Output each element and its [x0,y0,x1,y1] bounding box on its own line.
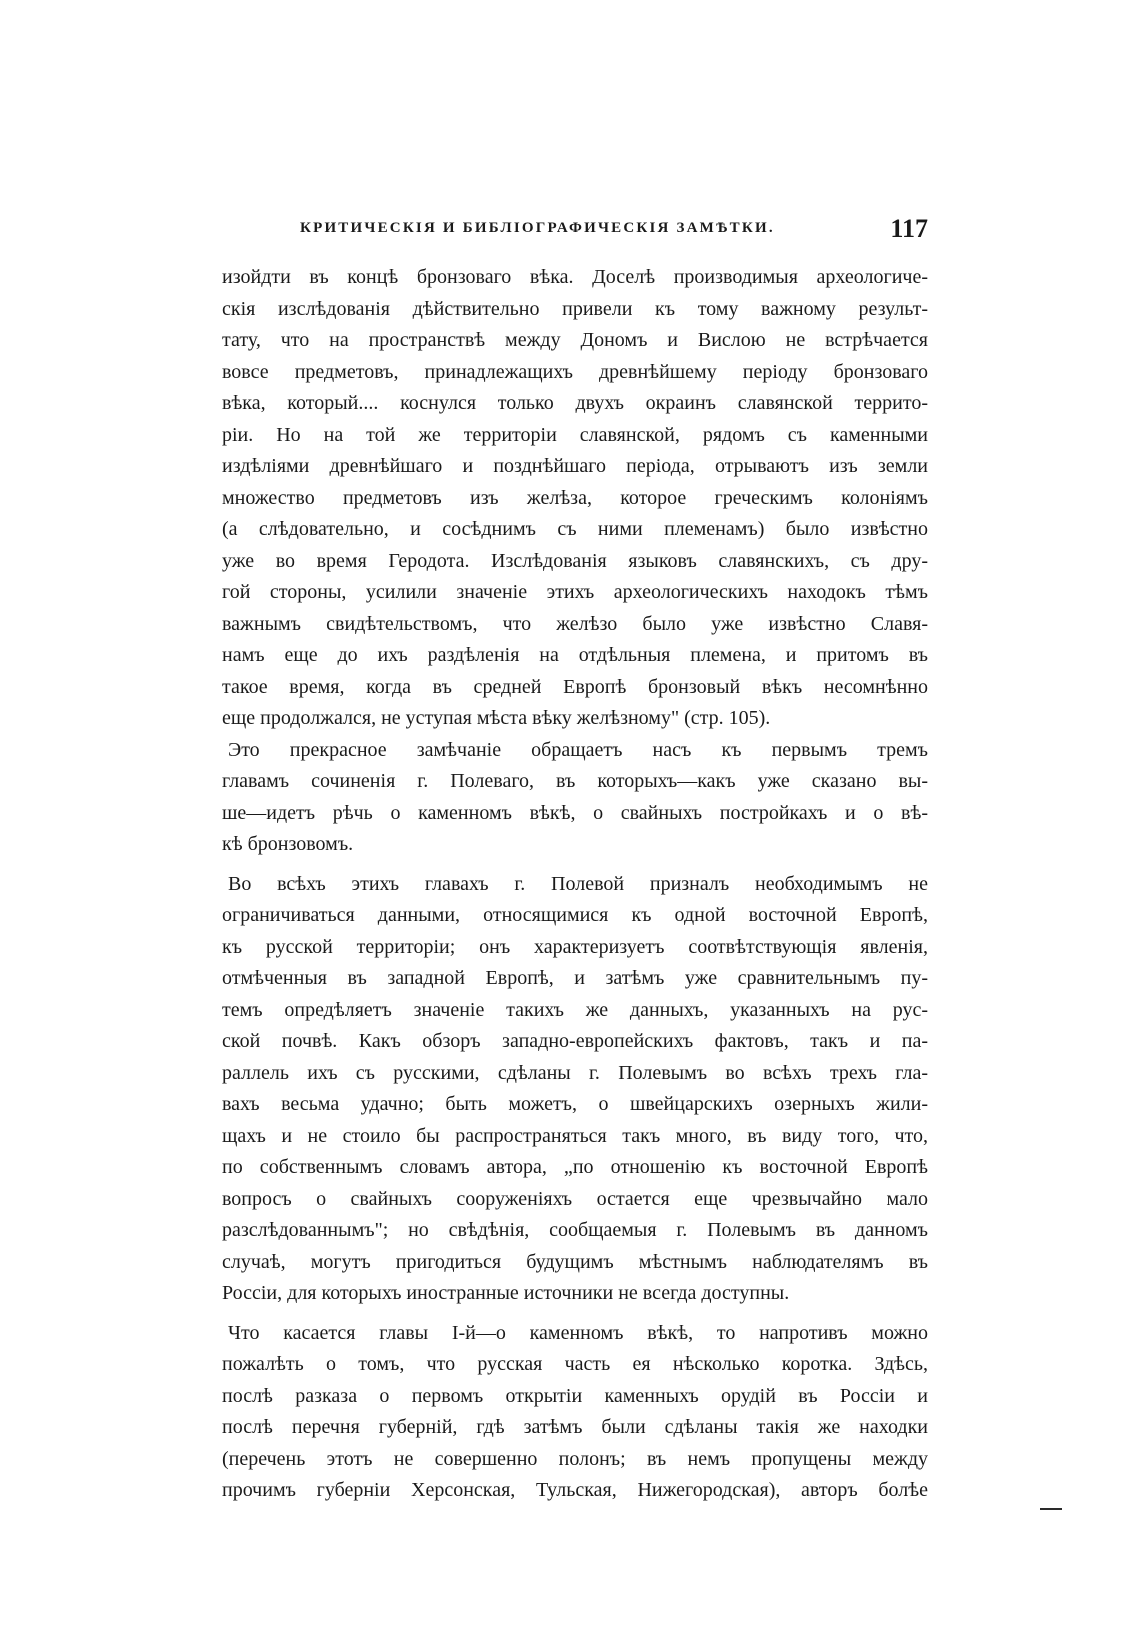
running-title: КРИТИЧЕСКІЯ И БИБЛІОГРАФИЧЕСКІЯ ЗАМѢТКИ. [300,220,775,236]
text-line: уже во время Геродота. Изслѣдованія языковъ славянскихъ, съ дру- [222,549,928,572]
text-line: вовсе предметовъ, принадлежащихъ древнѣйшему періоду бронзоваго [222,360,928,383]
text-line: вахъ весьма удачно; быть можетъ, о швейцарскихъ озерныхъ жили- [222,1093,928,1115]
text-line: Во всѣхъ этихъ главахъ г. Полевой призналъ необходимымъ не [228,872,928,895]
text-line: Это прекрасное замѣчаніе обращаетъ насъ къ первымъ тремъ [228,738,928,761]
text-line: такое время, когда въ средней Европѣ бронзовый вѣкъ несомнѣнно [222,675,928,698]
running-header [300,214,928,244]
text-line: щахъ и не стоило бы распространяться такъ много, въ виду того, что, [222,1124,928,1147]
page-number: 117 [890,214,928,243]
text-line: случаѣ, могутъ пригодиться будущимъ мѣстнымъ наблюдателямъ въ [222,1250,928,1273]
text-line: вопросъ о свайныхъ сооруженіяхъ остается еще чрезвычайно мало [222,1187,928,1210]
text-line: ше—идетъ рѣчь о каменномъ вѣкѣ, о свайныхъ постройкахъ и о вѣ- [222,801,928,824]
text-line: множество предметовъ изъ желѣза, которое греческимъ колоніямъ [222,486,928,509]
paragraph-gap [222,1310,928,1318]
text-line: главамъ сочиненія г. Полеваго, въ которыхъ—какъ уже сказано вы- [222,770,928,792]
text-line: (перечень этотъ не совершенно полонъ; въ немъ пропущены между [222,1447,928,1470]
text-line: Что касается главы I-й—о каменномъ вѣкѣ, то напротивъ можно [228,1321,928,1344]
paragraph-1 [222,262,928,735]
text-line: послѣ разказа о первомъ открытіи каменныхъ орудій въ Россіи и [222,1384,928,1407]
text-line: кѣ бронзовомъ. [222,833,354,855]
margin-dash-mark [1040,1508,1062,1510]
text-line: ограничиваться данными, относящимися къ одной восточной Европѣ, [222,904,928,926]
text-line: темъ опредѣляетъ значеніе такихъ же данныхъ, указанныхъ на рус- [222,998,928,1021]
text-line: намъ еще до ихъ раздѣленія на отдѣльныя племена, и притомъ въ [222,644,928,666]
text-line: раллель ихъ съ русскими, сдѣланы г. Полевымъ во всѣхъ трехъ гла- [222,1061,928,1084]
paragraph-4 [222,1318,928,1507]
body-text [222,262,928,1507]
text-line: тату, что на пространствѣ между Дономъ и Вислою не встрѣчается [222,329,928,351]
text-line: ской почвѣ. Какъ обзоръ западно-европейскихъ фактовъ, такъ и па- [222,1030,928,1052]
paragraph-3 [222,869,928,1310]
text-line: Россіи, для которыхъ иностранные источники не всегда доступны. [222,1282,790,1304]
text-line: пожалѣть о томъ, что русская часть ея нѣсколько коротка. Здѣсь, [222,1353,928,1375]
text-line: по собственнымъ словамъ автора, „по отношенію къ восточной Европѣ [222,1156,928,1178]
text-line: разслѣдованнымъ"; но свѣдѣнія, сообщаемыя г. Полевымъ въ данномъ [222,1219,928,1241]
text-line: (а слѣдовательно, и сосѣднимъ съ ними племенамъ) было извѣстно [222,518,928,540]
text-line: гой стороны, усилили значеніе этихъ археологическихъ находокъ тѣмъ [222,581,928,603]
text-line: изойдти въ концѣ бронзоваго вѣка. Доселѣ производимыя археологиче- [222,266,928,288]
text-line: къ русской территоріи; онъ характеризуетъ соотвѣтствующія явленія, [222,935,928,958]
paragraph-gap [222,861,928,869]
text-line: издѣліями древнѣйшаго и позднѣйшаго періода, отрываютъ изъ земли [222,455,928,477]
text-line: ріи. Но на той же территоріи славянской, рядомъ съ каменными [222,423,928,446]
text-line: прочимъ губерніи Херсонская, Тульская, Нижегородская), авторъ болѣе [222,1479,928,1501]
text-line: отмѣченныя въ западной Европѣ, и затѣмъ уже сравнительнымъ пу- [222,967,928,989]
text-line: послѣ перечня губерній, гдѣ затѣмъ были сдѣланы такія же находки [222,1416,928,1438]
text-line: важнымъ свидѣтельствомъ, что желѣзо было уже извѣстно Славя- [222,612,928,635]
text-line: скія изслѣдованія дѣйствительно привели къ тому важному результ- [222,297,928,320]
text-line: еще продолжался, не уступая мѣста вѣку желѣзному" (стр. 105). [222,707,771,729]
text-line: вѣка, который.... коснулся только двухъ окраинъ славянской террито- [222,392,928,414]
paragraph-2 [222,735,928,861]
